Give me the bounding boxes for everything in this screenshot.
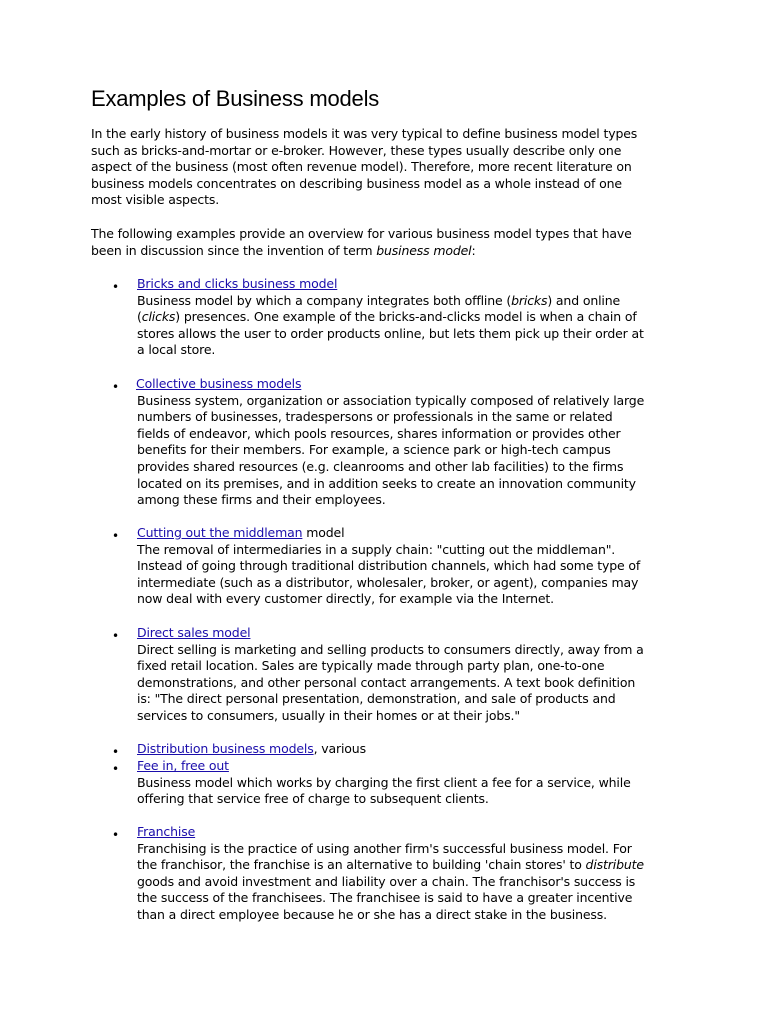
bullet-icon: •	[112, 629, 120, 643]
bricks-term: bricks	[511, 292, 548, 308]
item-line: Franchising is the practice of using another firm's successful business model. For	[137, 840, 632, 856]
item-line: fixed retail location. Sales are typically made through party plan, one-to-one	[137, 658, 605, 674]
item-line	[137, 857, 692, 874]
item-line: Business model which works by charging the first client a fee for a service, while	[137, 774, 631, 790]
item-line: Business system, organization or association typically composed of relatively large	[137, 392, 645, 408]
list-item-middleman	[112, 525, 692, 608]
intro-line: most visible aspects.	[91, 192, 220, 208]
link-direct-sales-model[interactable]: Direct sales model	[137, 625, 251, 640]
item-line: now deal with every customer directly, for example via the Internet.	[137, 591, 555, 607]
item-text: Business model by which a company integrates both offline (	[137, 292, 512, 308]
item-line	[137, 293, 692, 310]
overview-line: The following examples provide an overview for various business model types that have	[91, 226, 632, 241]
bullet-icon: •	[112, 762, 120, 776]
list-item-bricks-and-clicks	[112, 276, 692, 359]
distribute-term: distribute	[585, 857, 644, 873]
item-text: model	[302, 525, 345, 540]
item-line: demonstrations, and other personal contact arrangements. A text book definition	[137, 674, 636, 690]
link-bricks-and-clicks[interactable]: Bricks and clicks business model	[137, 276, 338, 291]
intro-line: aspect of the business (most often revenue model). Therefore, more recent literature on	[91, 159, 632, 175]
overview-paragraph	[91, 226, 691, 259]
bullet-icon: •	[112, 529, 120, 543]
item-line: a local store.	[137, 342, 216, 358]
intro-paragraph	[91, 126, 691, 209]
item-text: the franchisor, the franchise is an alternative to building 'chain stores' to	[137, 857, 586, 873]
page-title: Examples of Business models	[91, 86, 380, 111]
item-line: intermediate (such as a distributor, wholesaler, broker, or agent), companies may	[137, 574, 639, 590]
item-line: Direct selling is marketing and selling products to consumers directly, away from a	[137, 641, 644, 657]
item-line: services to consumers, usually in their homes or at their jobs."	[137, 707, 520, 723]
item-line: The removal of intermediaries in a supply chain: "cutting out the middleman".	[137, 541, 616, 557]
list-item-collective	[112, 376, 692, 509]
list-item-franchise	[112, 824, 692, 924]
item-line: numbers of businesses, tradespersons or professionals in the same or related	[137, 409, 613, 425]
item-line: Instead of going through traditional distribution channels, which had some type of	[137, 558, 641, 574]
intro-line: business models concentrates on describing business model as a whole instead of one	[91, 175, 622, 191]
bullet-icon: •	[112, 380, 120, 394]
link-fee-in-free-out[interactable]: Fee in, free out	[137, 758, 229, 773]
item-text: , various	[313, 741, 366, 756]
item-line: goods and avoid investment and liability over a chain. The franchisor's success is	[137, 873, 636, 889]
list-item-distribution	[112, 741, 692, 758]
link-franchise[interactable]: Franchise	[137, 824, 196, 839]
bullet-icon: •	[112, 745, 120, 759]
item-line: fields of endeavor, which pools resources, shares information or provides other	[137, 425, 621, 441]
item-line: benefits for their members. For example, a science park or high-tech campus	[137, 442, 611, 458]
item-text: ) and online	[547, 292, 621, 308]
bullet-icon: •	[112, 280, 120, 294]
item-line: than a direct employee because he or she has a direct stake in the business.	[137, 906, 607, 922]
item-text: ) presences. One example of the bricks-and-clicks model is when a chain of	[175, 309, 637, 325]
item-line: provides shared resources (e.g. cleanrooms and other lab facilities) to the firms	[137, 458, 624, 474]
item-line: is: "The direct personal presentation, demonstration, and sale of products and	[137, 691, 616, 707]
overview-text: been in discussion since the invention of term	[91, 242, 377, 258]
item-line	[137, 309, 692, 326]
item-line: offering that service free of charge to subsequent clients.	[137, 791, 489, 807]
overview-colon: :	[471, 242, 476, 258]
clicks-term: clicks	[141, 309, 176, 325]
link-distribution-business-models[interactable]: Distribution business models	[137, 741, 314, 756]
list-item-fee-in-free-out	[112, 758, 692, 808]
overview-line	[91, 243, 691, 260]
business-model-term: business model	[376, 242, 472, 258]
link-collective-business-models[interactable]: Collective business models	[136, 376, 302, 391]
list-item-direct-sales	[112, 625, 692, 725]
item-line: among these firms and their employees.	[137, 492, 386, 508]
intro-line: such as bricks-and-mortar or e-broker. However, these types usually describe only one	[91, 142, 622, 158]
item-line: the success of the franchisees. The franchisee is said to have a greater incentive	[137, 890, 633, 906]
item-line: stores allows the user to order products online, but lets them pick up their order at	[137, 325, 644, 341]
bullet-icon: •	[112, 828, 120, 842]
link-cutting-out-the-middleman[interactable]: Cutting out the middleman	[137, 525, 303, 540]
item-text: (	[137, 309, 142, 325]
item-line: located on its premises, and in addition seeks to create an innovation community	[137, 475, 636, 491]
intro-line: In the early history of business models it was very typical to define business model types	[91, 126, 638, 141]
